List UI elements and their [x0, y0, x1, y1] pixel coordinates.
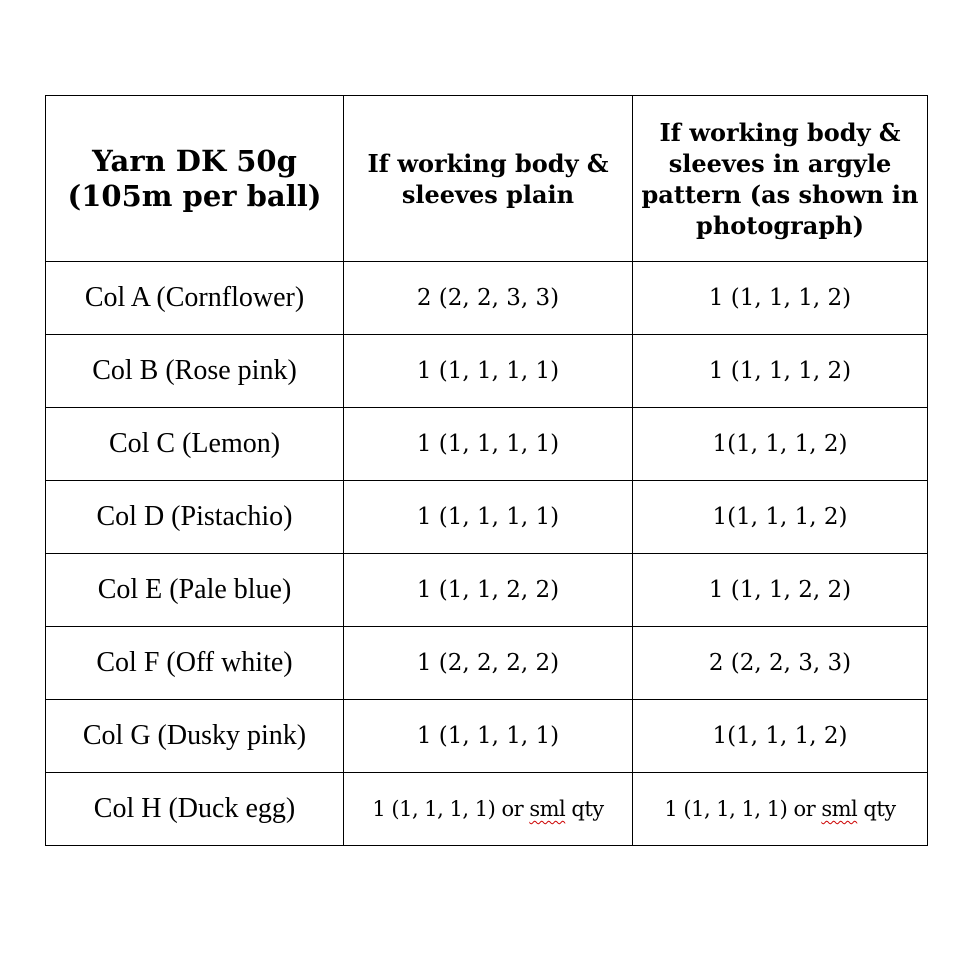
colour-cell: Col D (Pistachio): [46, 481, 344, 554]
header-yarn: Yarn DK 50g (105m per ball): [46, 96, 344, 262]
table-row: [46, 335, 928, 408]
colour-cell: Col G (Dusky pink): [46, 700, 344, 773]
qty-text: 1 (1, 1, 1, 1) or: [372, 797, 530, 821]
header-plain: If working body & sleeves plain: [344, 96, 633, 262]
spellcheck-flagged-word: sml: [529, 797, 566, 821]
spellcheck-flagged-word: sml: [821, 797, 858, 821]
argyle-qty-cell: 1 (1, 1, 1, 2): [633, 262, 928, 335]
qty-text: qty: [857, 797, 896, 821]
argyle-qty-cell: 1 (1, 1, 2, 2): [633, 554, 928, 627]
plain-qty-cell: 1 (1, 1, 1, 1): [344, 408, 633, 481]
plain-qty-cell: 1 (1, 1, 1, 1): [344, 335, 633, 408]
plain-qty-cell: 1 (1, 1, 1, 1): [344, 481, 633, 554]
argyle-qty-cell: 2 (2, 2, 3, 3): [633, 627, 928, 700]
argyle-qty-cell: [633, 773, 928, 846]
argyle-qty-cell: 1(1, 1, 1, 2): [633, 700, 928, 773]
plain-qty-cell: 2 (2, 2, 3, 3): [344, 262, 633, 335]
table-row: [46, 262, 928, 335]
table-row: [46, 700, 928, 773]
table-row: [46, 408, 928, 481]
yarn-requirements-table: [45, 95, 928, 846]
argyle-qty-cell: 1(1, 1, 1, 2): [633, 408, 928, 481]
colour-cell: Col B (Rose pink): [46, 335, 344, 408]
plain-qty-cell: 1 (2, 2, 2, 2): [344, 627, 633, 700]
colour-cell: Col E (Pale blue): [46, 554, 344, 627]
argyle-qty-cell: 1(1, 1, 1, 2): [633, 481, 928, 554]
colour-cell: Col F (Off white): [46, 627, 344, 700]
plain-qty-cell: 1 (1, 1, 2, 2): [344, 554, 633, 627]
colour-cell: Col H (Duck egg): [46, 773, 344, 846]
table-row: [46, 554, 928, 627]
qty-text: 1 (1, 1, 1, 1) or: [664, 797, 822, 821]
argyle-qty-cell: 1 (1, 1, 1, 2): [633, 335, 928, 408]
plain-qty-cell: [344, 773, 633, 846]
table-row: [46, 773, 928, 846]
plain-qty-cell: 1 (1, 1, 1, 1): [344, 700, 633, 773]
qty-text: qty: [565, 797, 604, 821]
colour-cell: Col C (Lemon): [46, 408, 344, 481]
table-row: [46, 627, 928, 700]
table-header-row: [46, 96, 928, 262]
header-argyle: If working body & sleeves in argyle pattern (as shown in photograph): [633, 96, 928, 262]
colour-cell: Col A (Cornflower): [46, 262, 344, 335]
table-row: [46, 481, 928, 554]
